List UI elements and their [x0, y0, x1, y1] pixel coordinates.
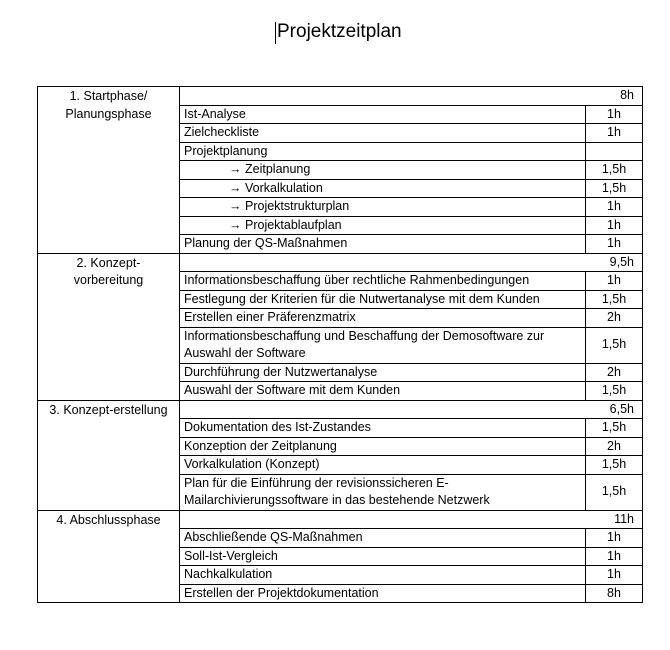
task-hours: 1h — [586, 216, 643, 235]
task-label: Plan für die Einführung der revisionssicheren E-Mailarchivierungssoftware in das bestehende Netzwerk — [184, 475, 490, 507]
task-label: Informationsbeschaffung und Beschaffung der Demosoftware zur Auswahl der Software — [184, 328, 545, 360]
task-cell — [180, 547, 586, 566]
phase-name: 4. Abschlussphase — [38, 510, 180, 603]
task-hours: 1h — [586, 124, 643, 143]
task-label: Zielcheckliste — [184, 125, 260, 139]
phase-total-hours: 9,5h — [180, 253, 643, 272]
subtask-wrapper — [184, 161, 310, 179]
phase-name: 2. Konzept-vorbereitung — [38, 253, 180, 400]
task-cell — [180, 124, 586, 143]
task-cell — [180, 566, 586, 585]
task-cell — [180, 529, 586, 548]
phase-header-row — [38, 510, 643, 529]
task-hours: 2h — [586, 437, 643, 456]
task-cell — [180, 309, 586, 328]
phase-header-row — [38, 87, 643, 106]
arrow-right-icon: → — [229, 180, 242, 195]
task-hours: 1h — [586, 272, 643, 291]
task-hours: 1h — [586, 529, 643, 548]
task-cell — [180, 216, 586, 235]
task-cell — [180, 327, 586, 363]
task-cell — [180, 179, 586, 198]
task-label: Projektplanung — [184, 143, 268, 158]
phase-total-hours: 8h — [180, 87, 643, 106]
task-label: Projektablaufplan — [245, 217, 342, 232]
task-cell — [180, 437, 586, 456]
task-hours: 1,5h — [586, 179, 643, 198]
task-label: Erstellen einer Präferenzmatrix — [184, 310, 356, 324]
phase-header-row — [38, 400, 643, 419]
task-label: Dokumentation des Ist-Zustandes — [184, 420, 371, 434]
document-title: Projektzeitplan — [277, 21, 402, 42]
task-label: Zeitplanung — [245, 162, 311, 176]
task-hours: 2h — [586, 363, 643, 382]
task-hours: 1,5h — [586, 327, 643, 363]
subtask-wrapper — [184, 217, 342, 235]
task-cell — [180, 105, 586, 124]
phase-name: 3. Konzept-erstellung — [38, 400, 180, 510]
task-hours: 1h — [586, 547, 643, 566]
task-label: Informationsbeschaffung über rechtliche Rahmenbedingungen — [184, 273, 530, 287]
task-cell — [180, 290, 586, 309]
task-hours: 1h — [586, 235, 643, 254]
task-hours: 2h — [586, 309, 643, 328]
task-cell — [180, 456, 586, 475]
task-hours: 1,5h — [586, 474, 643, 510]
task-label: Durchführung der Nutzwertanalyse — [184, 364, 378, 379]
task-label: Soll-Ist-Vergleich — [184, 548, 278, 563]
task-label: Projektstrukturplan — [245, 199, 350, 213]
task-hours: 1,5h — [586, 290, 643, 309]
task-cell — [180, 198, 586, 217]
task-cell — [180, 272, 586, 291]
task-cell — [180, 382, 586, 401]
task-cell — [180, 363, 586, 382]
text-cursor — [275, 22, 276, 44]
task-label: Planung der QS-Maßnahmen — [184, 236, 348, 250]
task-cell — [180, 419, 586, 438]
task-label: Konzeption der Zeitplanung — [184, 438, 337, 453]
task-hours: 1,5h — [586, 161, 643, 180]
arrow-right-icon: → — [229, 199, 242, 213]
task-cell — [180, 474, 586, 510]
schedule-table-body — [38, 87, 643, 603]
task-label: Vorkalkulation (Konzept) — [184, 457, 320, 471]
task-hours: 1h — [586, 566, 643, 585]
subtask-wrapper — [184, 180, 323, 198]
task-hours: 1h — [586, 198, 643, 217]
subtask-wrapper — [184, 198, 349, 216]
task-cell — [180, 161, 586, 180]
task-hours: 1,5h — [586, 382, 643, 401]
task-label: Abschließende QS-Maßnahmen — [184, 530, 363, 544]
task-cell — [180, 584, 586, 603]
phase-name: 1. Startphase/ Planungsphase — [38, 87, 180, 254]
task-label: Auswahl der Software mit dem Kunden — [184, 383, 401, 397]
arrow-right-icon: → — [229, 217, 242, 232]
task-label: Nachkalkulation — [184, 567, 273, 581]
task-hours: 1h — [586, 105, 643, 124]
task-hours: 8h — [586, 584, 643, 603]
task-hours — [586, 142, 643, 161]
task-label: Festlegung der Kriterien für die Nutwertanalyse mit dem Kunden — [184, 291, 540, 306]
task-label: Ist-Analyse — [184, 106, 246, 121]
task-cell — [180, 142, 586, 161]
task-label: Erstellen der Projektdokumentation — [184, 585, 379, 600]
schedule-table — [37, 86, 643, 603]
phase-total-hours: 11h — [180, 510, 643, 529]
task-hours: 1,5h — [586, 419, 643, 438]
task-cell — [180, 235, 586, 254]
phase-header-row — [38, 253, 643, 272]
task-hours: 1,5h — [586, 456, 643, 475]
task-label: Vorkalkulation — [245, 180, 323, 195]
arrow-right-icon: → — [229, 162, 242, 176]
phase-total-hours: 6,5h — [180, 400, 643, 419]
